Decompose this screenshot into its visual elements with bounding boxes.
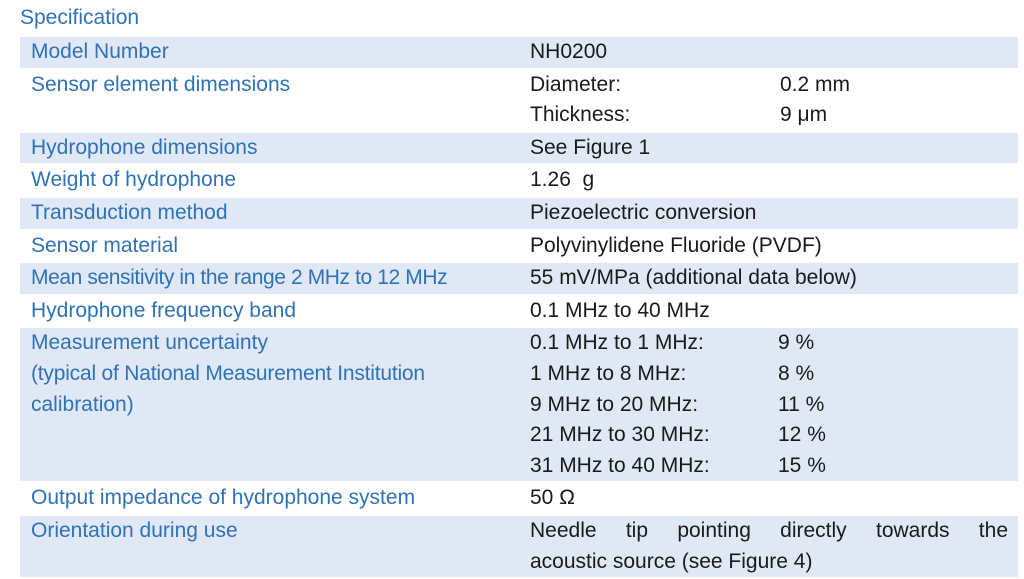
sub-val: 0.2 mm: [780, 72, 851, 96]
sub-val: 9 μm: [780, 103, 828, 127]
sub-val: 8 %: [778, 361, 815, 385]
sub-key: 0.1 MHz to 1 MHz:: [530, 331, 704, 355]
sub-line: [530, 100, 1008, 131]
sub-key: 21 MHz to 30 MHz:: [530, 423, 710, 447]
value-line: Needle tip pointing directly towards the: [530, 518, 1008, 542]
sub-line: [530, 328, 1008, 359]
sub-line: [530, 420, 1008, 451]
section-heading: Specification: [20, 6, 140, 29]
label-hydrophone-dimensions: Hydrophone dimensions: [31, 135, 258, 159]
label-frequency-band: Hydrophone frequency band: [31, 298, 297, 322]
label-line: Measurement uncertainty: [31, 331, 268, 355]
spec-table: [20, 37, 1018, 579]
sub-key: Diameter:: [530, 72, 622, 96]
value-uncertainty: [519, 328, 1018, 481]
label-orientation: Orientation during use: [31, 518, 238, 542]
value-frequency-band: 0.1 MHz to 40 MHz: [530, 298, 710, 322]
row-hydrophone-dimensions: [20, 133, 1018, 166]
row-orientation: [20, 516, 1018, 579]
value-orientation: [519, 516, 1018, 577]
label-transduction: Transduction method: [31, 200, 228, 224]
label-model-number: Model Number: [31, 40, 169, 63]
value-model-number: NH0200: [530, 40, 608, 63]
sub-line: [530, 359, 1008, 390]
value-transduction: Piezoelectric conversion: [530, 200, 757, 224]
row-sensitivity: [20, 263, 1018, 296]
label-uncertainty: [20, 328, 519, 481]
sub-val: 11 %: [778, 392, 825, 416]
label-output-impedance: Output impedance of hydrophone system: [31, 486, 416, 510]
row-uncertainty: [20, 328, 1018, 483]
label-line: (typical of National Measurement Institution: [31, 361, 425, 385]
sub-val: 9 %: [778, 331, 815, 355]
row-sensor-dimensions: [20, 70, 1018, 133]
row-sensor-material: [20, 231, 1018, 264]
sub-val: 12 %: [778, 423, 826, 447]
sub-key: Thickness:: [530, 103, 631, 127]
sub-key: 9 MHz to 20 MHz:: [530, 392, 699, 416]
sub-key: 1 MHz to 8 MHz:: [530, 361, 687, 385]
sub-line: [530, 70, 1008, 101]
value-sensor-material: Polyvinylidene Fluoride (PVDF): [530, 233, 822, 257]
row-frequency-band: [20, 296, 1018, 329]
sub-key: 31 MHz to 40 MHz:: [530, 453, 710, 477]
value-sensor-dimensions: [519, 70, 1018, 131]
value-output-impedance: 50 Ω: [530, 486, 575, 510]
value-sensitivity: 55 mV/MPa (additional data below): [530, 266, 857, 290]
label-weight: Weight of hydrophone: [31, 168, 237, 192]
row-weight: [20, 165, 1018, 198]
label-sensor-dimensions: Sensor element dimensions: [31, 72, 291, 96]
row-transduction: [20, 198, 1018, 231]
value-line: acoustic source (see Figure 4): [530, 549, 813, 573]
label-sensor-material: Sensor material: [31, 233, 179, 257]
row-model-number: [20, 37, 1018, 70]
label-line: calibration): [31, 392, 134, 416]
sub-val: 15 %: [778, 453, 826, 477]
row-output-impedance: [20, 483, 1018, 516]
value-weight: 1.26 g: [530, 168, 595, 192]
value-hydrophone-dimensions: See Figure 1: [530, 135, 651, 159]
sub-line: [530, 390, 1008, 421]
sub-line: [530, 451, 1008, 482]
label-sensitivity: Mean sensitivity in the range 2 MHz to 12 MHz: [31, 266, 448, 290]
